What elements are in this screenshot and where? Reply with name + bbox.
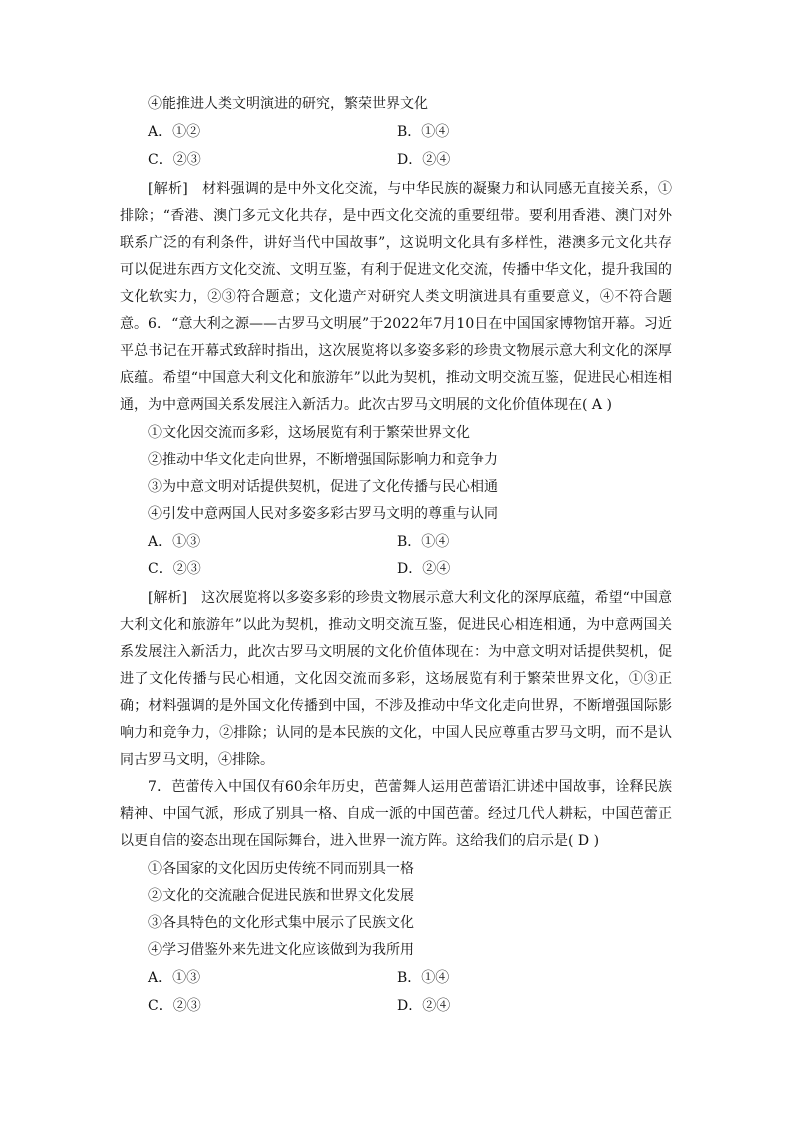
q6-item-1: ①文化因交流而多彩，这场展览有利于繁荣世界文化: [148, 425, 470, 441]
q7-stem: 7．芭蕾传入中国仅有60余年历史，芭蕾舞人运用芭蕾语汇讲述中国故事，诠释民族精神、中国气派，形成了别具一格、自成一派的中国芭蕾。经过几代人耕耘，中国芭蕾正以更自信的姿态出现在国际舞台，进入世界一流方阵。这给我们的启示是( D ): [120, 779, 672, 849]
q5-option-b: B．①④: [397, 124, 450, 140]
q6-item-4: ④引发中意两国人民对多姿多彩古罗马文明的尊重与认同: [148, 506, 498, 522]
q5-item-4: ④能推进人类文明演进的研究，繁荣世界文化: [148, 96, 428, 112]
q7-item-1: ①各国家的文化因历史传统不同而别具一格: [148, 861, 414, 877]
q6-item-3: ③为中意文明对话提供契机，促进了文化传播与民心相通: [148, 479, 498, 495]
q6-option-c: C．②③: [148, 561, 201, 577]
q7-option-c: C．②③: [148, 998, 201, 1014]
q7-option-b: B．①④: [397, 970, 450, 986]
q7-option-d: D．②④: [397, 998, 451, 1014]
q6-analysis: [解析] 这次展览将以多姿多彩的珍贵文物展示意大利文化的深厚底蕴，希望“中国意大利文化和旅游年”以此为契机，推动文明交流互鉴，促进民心相连相通，为中意两国关系发展注入新活力，此次古罗马文明展的文化价值体现在：为中意文明对话提供契机，促进了文化传播与民心相通，文化因交流而多彩，这场展览有利于繁荣世界文化，①③正确；材料强调的是外国文化传播到中国，不涉及推动中华文化走向世界，不断增强国际影响力和竞争力，②排除；认同的是本民族的文化，中国人民应尊重古罗马文明，而不是认同古罗马文明，④排除。: [120, 590, 672, 768]
q6-option-d: D．②④: [397, 561, 451, 577]
q5-option-a: A．①②: [148, 124, 201, 140]
q7-item-2: ②文化的交流融合促进民族和世界文化发展: [148, 888, 414, 904]
q6-stem: 6．“意大利之源——古罗马文明展”于2022年7月10日在中国国家博物馆开幕。习近平总书记在开幕式致辞时指出，这次展览将以多姿多彩的珍贵文物展示意大利文化的深厚底蕴。希望“中国意大利文化和旅游年”以此为契机，推动文明交流互鉴，促进民心相连相通，为中意两国关系发展注入新活力。此次古罗马文明展的文化价值体现在( A ): [120, 316, 672, 413]
q7-item-4: ④学习借鉴外来先进文化应该做到为我所用: [148, 942, 414, 958]
q6-item-2: ②推动中华文化走向世界，不断增强国际影响力和竞争力: [148, 452, 498, 468]
q7-option-a: A．①③: [148, 970, 201, 986]
q6-option-a: A．①③: [148, 534, 201, 550]
q5-option-d: D．②④: [397, 152, 451, 168]
q7-item-3: ③各具特色的文化形式集中展示了民族文化: [148, 915, 414, 931]
q5-option-c: C．②③: [148, 152, 201, 168]
q5-analysis: [解析] 材料强调的是中外文化交流，与中华民族的凝聚力和认同感无直接关系，①排除；“香港、澳门多元文化共存，是中西文化交流的重要纽带。要利用香港、澳门对外联系广泛的有利条件，讲好当代中国故事”，这说明文化具有多样性，港澳多元文化共存可以促进东西方文化交流、文明互鉴，有利于促进文化交流，传播中华文化，提升我国的文化软实力，②③符合题意；文化遗产对研究人类文明演进具有重要意义，④不符合题意。: [120, 181, 672, 332]
q6-option-b: B．①④: [397, 534, 450, 550]
